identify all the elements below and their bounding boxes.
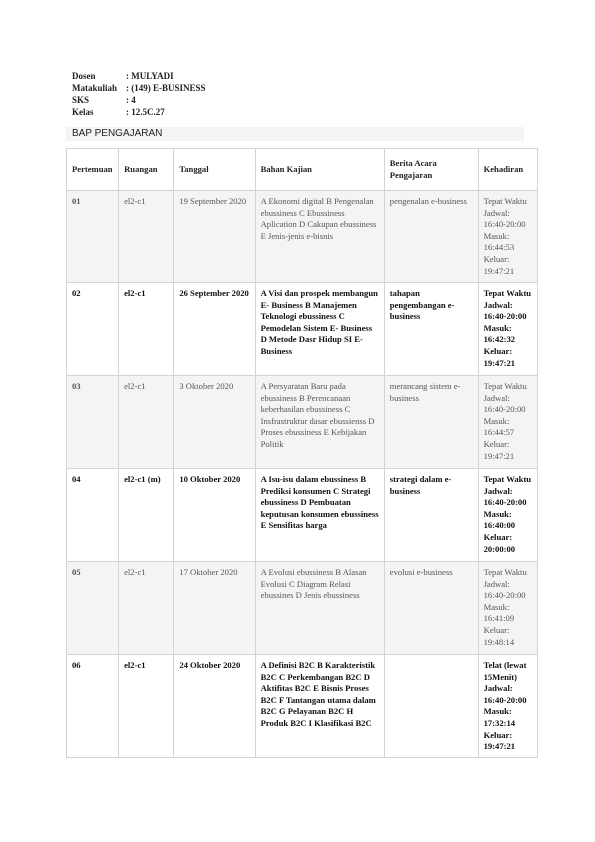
kehadiran-line: Keluar:: [483, 624, 510, 635]
header-kehadiran: Kehadiran: [478, 149, 537, 191]
info-value: : 12.5C.27: [126, 107, 165, 117]
info-row-matakuliah: [72, 82, 206, 94]
kehadiran-line: 16:40-20:00: [483, 590, 526, 601]
kehadiran-line: 19:48:14: [483, 636, 515, 647]
cell-tanggal: 3 Oktober 2020: [174, 376, 255, 469]
kehadiran-line: Masuk:: [483, 508, 512, 519]
cell-berita-acara: tahapan pengembangan e-business: [384, 283, 478, 376]
kehadiran-line: Jadwal:: [483, 485, 513, 496]
cell-berita-acara: merancang sistem e-business: [384, 376, 478, 469]
kehadiran-line: 16:44:57: [483, 427, 515, 438]
kehadiran-line: Tepat Waktu: [483, 288, 532, 298]
header-ruangan: Ruangan: [119, 149, 174, 191]
kehadiran-line: Keluar:: [483, 438, 510, 449]
table-row: [67, 562, 538, 655]
kehadiran-line: Keluar:: [483, 729, 513, 740]
cell-berita-acara: evolusi e-business: [384, 562, 478, 655]
kehadiran-line: Jadwal:: [483, 578, 510, 589]
cell-berita-acara: [384, 655, 478, 758]
kehadiran-line: Jadwal:: [483, 207, 510, 218]
kehadiran-line: 20:00:00: [483, 543, 516, 554]
kehadiran-line: 19:47:21: [483, 357, 516, 368]
cell-berita-acara: pengenalan e-business: [384, 191, 478, 283]
kehadiran-line: Masuk:: [483, 601, 510, 612]
cell-pertemuan: 06: [67, 655, 119, 758]
kehadiran-line: Masuk:: [483, 322, 512, 333]
cell-bahan-kajian: A Persyaratan Baru pada ebussiness B Perencanaan keberhasilan ebussiness C Insfrastruktur dasar ebussienss D Proses ebussiness E Kebijakan Politik: [255, 376, 384, 469]
kehadiran-line: Tepat Waktu: [483, 567, 527, 577]
cell-ruangan: el2-c1: [119, 562, 174, 655]
kehadiran-line: 17:32:14: [483, 717, 516, 728]
kehadiran-line: 16:40-20:00: [483, 497, 527, 508]
info-value: : MULYADI: [126, 71, 174, 81]
cell-ruangan: el2-c1: [119, 376, 174, 469]
cell-pertemuan: 03: [67, 376, 119, 469]
cell-kehadiran: [478, 562, 537, 655]
kehadiran-line: Keluar:: [483, 345, 513, 356]
info-label: Matakuliah: [72, 83, 118, 93]
cell-bahan-kajian: A Ekonomi digital B Pengenalan ebussiness C Ebussiness Aplication D Cakupan ebussiness E Jenis-jenis e-bisnis: [255, 191, 384, 283]
kehadiran-line: Jadwal:: [483, 392, 510, 403]
info-row-dosen: [72, 70, 206, 82]
kehadiran-line: 16:40:00: [483, 520, 516, 531]
table-row: [67, 283, 538, 376]
kehadiran-line: 16:44:53: [483, 242, 515, 253]
info-label: Dosen: [72, 71, 96, 81]
cell-ruangan: el2-c1 (m): [119, 469, 174, 562]
kehadiran-line: 16:41:09: [483, 613, 515, 624]
kehadiran-line: 16:42:32: [483, 334, 516, 345]
kehadiran-line: Masuk:: [483, 706, 512, 717]
cell-pertemuan: 02: [67, 283, 119, 376]
cell-pertemuan: 05: [67, 562, 119, 655]
kehadiran-line: 19:47:21: [483, 450, 515, 461]
cell-tanggal: 26 September 2020: [174, 283, 255, 376]
cell-bahan-kajian: A Visi dan prospek membangun E- Business B Manajemen Teknologi ebussiness C Pemodelan Sistem E- Business D Metode Dasr Hidup SI E-Business: [255, 283, 384, 376]
cell-berita-acara: strategi dalam e-business: [384, 469, 478, 562]
kehadiran-line: Jadwal:: [483, 299, 513, 310]
cell-pertemuan: 01: [67, 191, 119, 283]
course-info: [72, 70, 206, 118]
cell-ruangan: el2-c1: [119, 191, 174, 283]
cell-tanggal: 10 Oktober 2020: [174, 469, 255, 562]
cell-pertemuan: 04: [67, 469, 119, 562]
table-header-row: [67, 149, 538, 191]
table-row: [67, 655, 538, 758]
info-value: : (149) E-BUSINESS: [126, 83, 206, 93]
info-row-kelas: [72, 106, 206, 118]
info-row-sks: [72, 94, 206, 106]
kehadiran-line: Tepat Waktu: [483, 196, 527, 206]
kehadiran-line: 16:40-20:00: [483, 311, 527, 322]
header-pertemuan: Pertemuan: [67, 149, 119, 191]
kehadiran-line: 16:40-20:00: [483, 694, 527, 705]
cell-tanggal: 17 Oktober 2020: [174, 562, 255, 655]
kehadiran-line: 16:40-20:00: [483, 219, 526, 230]
kehadiran-line: Keluar:: [483, 531, 513, 542]
cell-tanggal: 24 Oktober 2020: [174, 655, 255, 758]
kehadiran-line: 19:47:21: [483, 265, 515, 276]
cell-kehadiran: [478, 655, 537, 758]
kehadiran-line: Tepat Waktu: [483, 381, 527, 391]
kehadiran-line: 19:47:21: [483, 741, 516, 752]
table-row: [67, 191, 538, 283]
header-tanggal: Tanggal: [174, 149, 255, 191]
kehadiran-line: Masuk:: [483, 415, 510, 426]
cell-kehadiran: [478, 191, 537, 283]
section-title: BAP PENGAJARAN: [66, 127, 524, 141]
kehadiran-line: Jadwal:: [483, 683, 513, 694]
bap-table: [66, 148, 538, 758]
cell-kehadiran: [478, 469, 537, 562]
table-row: [67, 469, 538, 562]
cell-bahan-kajian: A Evolusi ebussiness B Alasan Evolusi C Diagram Relasi ebussines D Jenis ebussiness: [255, 562, 384, 655]
cell-kehadiran: [478, 283, 537, 376]
header-berita-acara: Berita Acara Pengajaran: [384, 149, 478, 191]
cell-bahan-kajian: A Definisi B2C B Karakteristik B2C C Perkembangan B2C D Aktifitas B2C E Bisnis Proses B2C F Tantangan utama dalam B2C G Pelayanan B2C H Produk B2C I Klasifikasi B2C: [255, 655, 384, 758]
kehadiran-line: Tepat Waktu: [483, 474, 532, 484]
cell-ruangan: el2-c1: [119, 655, 174, 758]
kehadiran-line: Telat (lewat 15Menit): [483, 660, 527, 682]
info-label: SKS: [72, 95, 90, 105]
kehadiran-line: Keluar:: [483, 253, 510, 264]
cell-bahan-kajian: A Isu-isu dalam ebussiness B Prediksi konsumen C Strategi ebussiness D Pembuatan keputusan konsumen ebussiness E Sensifitas harga: [255, 469, 384, 562]
kehadiran-line: 16:40-20:00: [483, 404, 526, 415]
header-bahan-kajian: Bahan Kajian: [255, 149, 384, 191]
cell-tanggal: 19 September 2020: [174, 191, 255, 283]
kehadiran-line: Masuk:: [483, 230, 510, 241]
cell-kehadiran: [478, 376, 537, 469]
info-label: Kelas: [72, 107, 94, 117]
cell-ruangan: el2-c1: [119, 283, 174, 376]
info-value: : 4: [126, 95, 136, 105]
table-row: [67, 376, 538, 469]
